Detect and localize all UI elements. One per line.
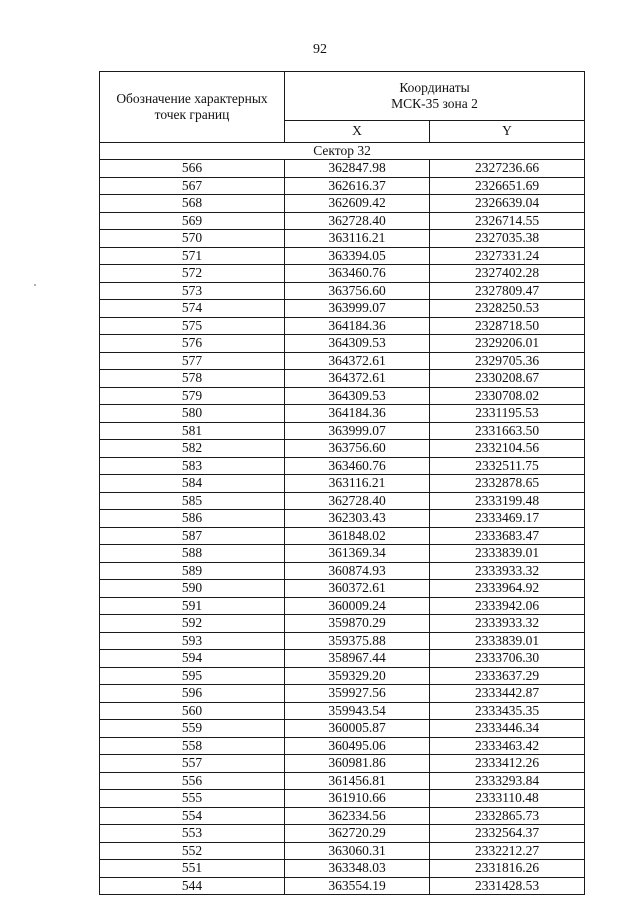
point-cell: 579 (100, 387, 285, 405)
point-cell: 574 (100, 300, 285, 318)
x-cell: 363460.76 (285, 457, 430, 475)
table-row (100, 807, 585, 825)
table-row (100, 492, 585, 510)
x-column-header: X (285, 120, 430, 142)
y-cell: 2327402.28 (430, 265, 585, 283)
table-row (100, 230, 585, 248)
y-cell: 2333839.01 (430, 632, 585, 650)
coordinates-header (285, 72, 585, 121)
y-cell: 2331663.50 (430, 422, 585, 440)
table-row (100, 475, 585, 493)
point-cell: 568 (100, 195, 285, 213)
table-row (100, 597, 585, 615)
y-cell: 2332212.27 (430, 842, 585, 860)
y-cell: 2328250.53 (430, 300, 585, 318)
x-cell: 363756.60 (285, 440, 430, 458)
x-cell: 360005.87 (285, 720, 430, 738)
point-cell: 553 (100, 825, 285, 843)
point-cell: 544 (100, 877, 285, 895)
x-cell: 362609.42 (285, 195, 430, 213)
point-cell: 558 (100, 737, 285, 755)
y-cell: 2331428.53 (430, 877, 585, 895)
table-row (100, 755, 585, 773)
y-cell: 2330708.02 (430, 387, 585, 405)
table-row (100, 685, 585, 703)
y-cell: 2326714.55 (430, 212, 585, 230)
table-row (100, 422, 585, 440)
y-cell: 2333942.06 (430, 597, 585, 615)
x-cell: 359329.20 (285, 667, 430, 685)
table-row (100, 177, 585, 195)
table-row (100, 790, 585, 808)
point-designation-header-line2: точек границ (154, 107, 230, 122)
y-cell: 2333683.47 (430, 527, 585, 545)
point-designation-header (100, 72, 285, 143)
table-row (100, 527, 585, 545)
x-cell: 362720.29 (285, 825, 430, 843)
y-cell: 2333964.92 (430, 580, 585, 598)
table-row (100, 195, 585, 213)
table-row (100, 370, 585, 388)
table-row (100, 772, 585, 790)
y-cell: 2333442.87 (430, 685, 585, 703)
table-row (100, 615, 585, 633)
x-cell: 364184.36 (285, 405, 430, 423)
point-cell: 556 (100, 772, 285, 790)
point-cell: 573 (100, 282, 285, 300)
table-row (100, 877, 585, 895)
point-cell: 555 (100, 790, 285, 808)
x-cell: 363060.31 (285, 842, 430, 860)
point-cell: 567 (100, 177, 285, 195)
table-row (100, 440, 585, 458)
section-title: Сектор 32 (100, 143, 585, 160)
x-cell: 362616.37 (285, 177, 430, 195)
point-cell: 551 (100, 860, 285, 878)
x-cell: 362847.98 (285, 160, 430, 178)
x-cell: 361456.81 (285, 772, 430, 790)
table-row (100, 352, 585, 370)
x-cell: 364184.36 (285, 317, 430, 335)
table-body (100, 143, 585, 895)
table-row (100, 387, 585, 405)
table-row (100, 632, 585, 650)
section-row (100, 143, 585, 160)
x-cell: 363999.07 (285, 300, 430, 318)
table-row (100, 842, 585, 860)
table-row (100, 510, 585, 528)
y-cell: 2333706.30 (430, 650, 585, 668)
y-cell: 2333637.29 (430, 667, 585, 685)
x-cell: 364309.53 (285, 335, 430, 353)
point-cell: 572 (100, 265, 285, 283)
table-row (100, 562, 585, 580)
y-cell: 2330208.67 (430, 370, 585, 388)
x-cell: 363554.19 (285, 877, 430, 895)
y-cell: 2333435.35 (430, 702, 585, 720)
y-cell: 2327035.38 (430, 230, 585, 248)
x-cell: 361848.02 (285, 527, 430, 545)
table-row (100, 247, 585, 265)
y-cell: 2332878.65 (430, 475, 585, 493)
y-cell: 2327236.66 (430, 160, 585, 178)
point-cell: 569 (100, 212, 285, 230)
x-cell: 359375.88 (285, 632, 430, 650)
point-cell: 584 (100, 475, 285, 493)
x-cell: 361369.34 (285, 545, 430, 563)
table-row (100, 405, 585, 423)
point-cell: 583 (100, 457, 285, 475)
point-cell: 592 (100, 615, 285, 633)
y-cell: 2332104.56 (430, 440, 585, 458)
y-cell: 2329705.36 (430, 352, 585, 370)
y-cell: 2332564.37 (430, 825, 585, 843)
x-cell: 363460.76 (285, 265, 430, 283)
table-header (100, 72, 585, 143)
y-cell: 2333463.42 (430, 737, 585, 755)
point-cell: 596 (100, 685, 285, 703)
x-cell: 359943.54 (285, 702, 430, 720)
x-cell: 362728.40 (285, 492, 430, 510)
point-cell: 578 (100, 370, 285, 388)
page-number: 92 (313, 42, 327, 57)
table-row (100, 825, 585, 843)
table-row (100, 265, 585, 283)
x-cell: 363756.60 (285, 282, 430, 300)
x-cell: 363394.05 (285, 247, 430, 265)
y-cell: 2333839.01 (430, 545, 585, 563)
x-cell: 362303.43 (285, 510, 430, 528)
x-cell: 364309.53 (285, 387, 430, 405)
table-row (100, 317, 585, 335)
point-cell: 581 (100, 422, 285, 440)
point-cell: 576 (100, 335, 285, 353)
point-cell: 591 (100, 597, 285, 615)
x-cell: 360372.61 (285, 580, 430, 598)
point-cell: 575 (100, 317, 285, 335)
point-cell: 552 (100, 842, 285, 860)
table-row (100, 702, 585, 720)
table-row (100, 860, 585, 878)
coordinate-system: МСК-35 зона 2 (391, 95, 478, 111)
coordinates-table (99, 71, 585, 895)
y-cell: 2333446.34 (430, 720, 585, 738)
table-row (100, 335, 585, 353)
y-cell: 2326651.69 (430, 177, 585, 195)
point-cell: 554 (100, 807, 285, 825)
table-row (100, 720, 585, 738)
coordinates-title: Координаты (399, 79, 470, 95)
y-cell: 2327331.24 (430, 247, 585, 265)
y-column-header: Y (430, 120, 585, 142)
point-cell: 570 (100, 230, 285, 248)
x-cell: 363348.03 (285, 860, 430, 878)
point-cell: 593 (100, 632, 285, 650)
table-row (100, 545, 585, 563)
y-cell: 2331816.26 (430, 860, 585, 878)
table-row (100, 300, 585, 318)
y-cell: 2333469.17 (430, 510, 585, 528)
x-cell: 363116.21 (285, 230, 430, 248)
x-cell: 360874.93 (285, 562, 430, 580)
point-cell: 595 (100, 667, 285, 685)
x-cell: 359870.29 (285, 615, 430, 633)
x-cell: 362334.56 (285, 807, 430, 825)
point-cell: 566 (100, 160, 285, 178)
point-cell: 582 (100, 440, 285, 458)
point-cell: 586 (100, 510, 285, 528)
y-cell: 2332865.73 (430, 807, 585, 825)
table-row (100, 457, 585, 475)
table-row (100, 580, 585, 598)
x-cell: 360009.24 (285, 597, 430, 615)
table-row (100, 650, 585, 668)
table-row (100, 160, 585, 178)
y-cell: 2332511.75 (430, 457, 585, 475)
x-cell: 363999.07 (285, 422, 430, 440)
table-row (100, 282, 585, 300)
y-cell: 2333110.48 (430, 790, 585, 808)
point-cell: 559 (100, 720, 285, 738)
point-designation-header-line1: Обозначение характерных (116, 91, 268, 106)
x-cell: 363116.21 (285, 475, 430, 493)
point-cell: 585 (100, 492, 285, 510)
x-cell: 358967.44 (285, 650, 430, 668)
x-cell: 364372.61 (285, 370, 430, 388)
point-cell: 571 (100, 247, 285, 265)
y-cell: 2326639.04 (430, 195, 585, 213)
point-cell: 590 (100, 580, 285, 598)
x-cell: 360495.06 (285, 737, 430, 755)
point-cell: 557 (100, 755, 285, 773)
y-cell: 2329206.01 (430, 335, 585, 353)
x-cell: 360981.86 (285, 755, 430, 773)
y-cell: 2333199.48 (430, 492, 585, 510)
point-cell: 580 (100, 405, 285, 423)
x-cell: 359927.56 (285, 685, 430, 703)
point-cell: 588 (100, 545, 285, 563)
scan-speck (34, 284, 36, 286)
table-row (100, 212, 585, 230)
table-row (100, 667, 585, 685)
x-cell: 364372.61 (285, 352, 430, 370)
y-cell: 2333933.32 (430, 615, 585, 633)
y-cell: 2333933.32 (430, 562, 585, 580)
x-cell: 362728.40 (285, 212, 430, 230)
y-cell: 2333412.26 (430, 755, 585, 773)
x-cell: 361910.66 (285, 790, 430, 808)
point-cell: 587 (100, 527, 285, 545)
point-cell: 560 (100, 702, 285, 720)
y-cell: 2328718.50 (430, 317, 585, 335)
point-cell: 577 (100, 352, 285, 370)
point-cell: 594 (100, 650, 285, 668)
y-cell: 2327809.47 (430, 282, 585, 300)
point-cell: 589 (100, 562, 285, 580)
table-row (100, 737, 585, 755)
y-cell: 2331195.53 (430, 405, 585, 423)
y-cell: 2333293.84 (430, 772, 585, 790)
